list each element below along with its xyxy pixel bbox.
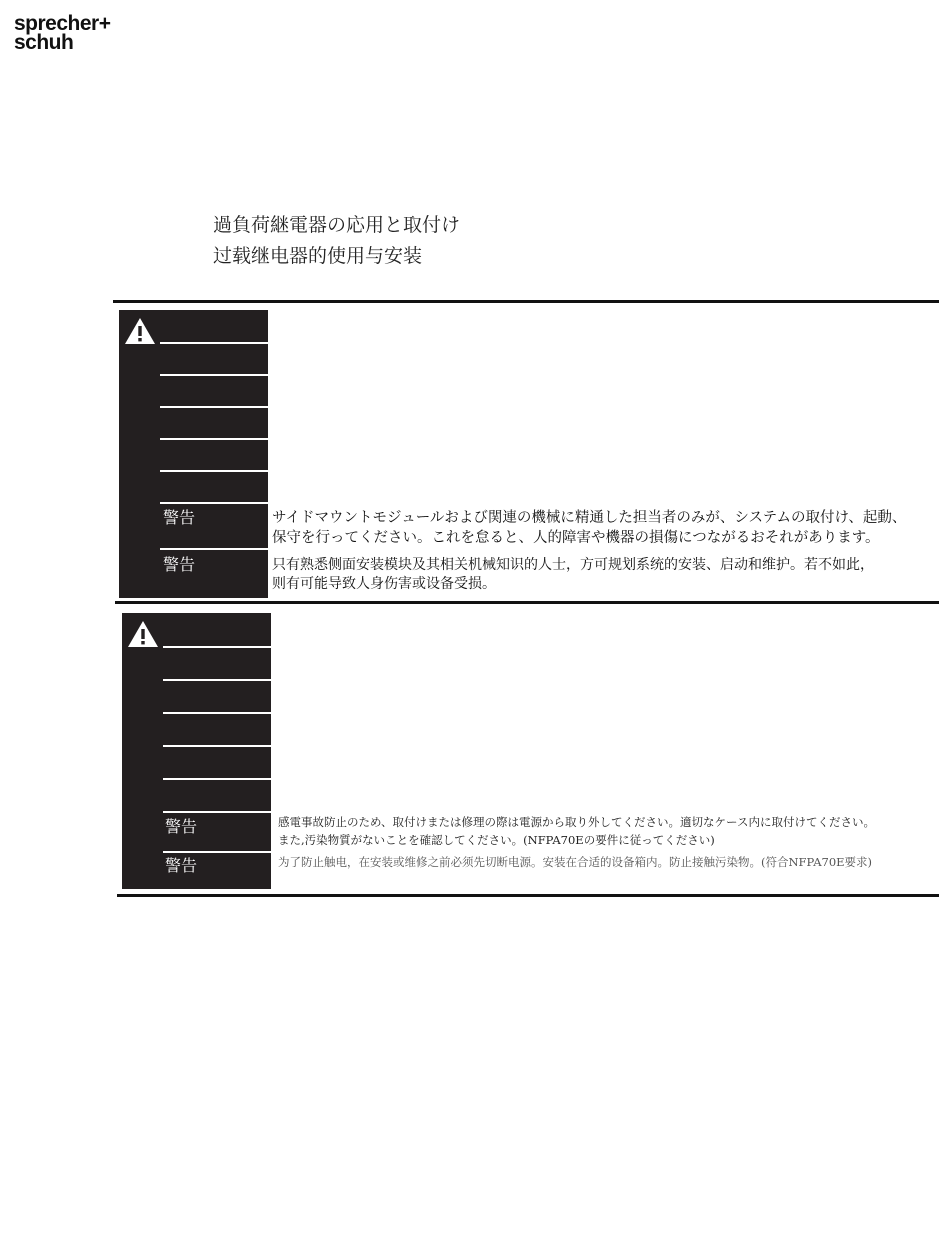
warning-text-zh-line1: 只有熟悉侧面安装模块及其相关机械知识的人士，方可规划系统的安装、启动和维护。若不如此， <box>272 557 874 573</box>
warning-triangle-icon <box>126 619 160 649</box>
page-title-ja: 過負荷継電器の応用と取付け <box>213 214 461 236</box>
divider-bottom <box>117 894 939 897</box>
panel-divider <box>163 679 271 681</box>
panel-divider <box>160 374 268 376</box>
page-title-zh: 过载继电器的使用与安装 <box>213 245 423 267</box>
warning-text-ja-line1: 感電事故防止のため、取付けまたは修理の際は電源から取り外してください。適切なケース内に取付けてください。 <box>278 815 875 829</box>
brand-logo-line1: sprecher+ <box>14 12 111 35</box>
warning-label-zh: 警告 <box>165 856 198 875</box>
panel-divider <box>163 851 271 853</box>
panel-divider <box>163 646 271 648</box>
warning-panel-1 <box>119 310 268 598</box>
warning-text-zh-line1: 为了防止触电，在安装或维修之前必须先切断电源。安装在合适的设备箱内。防止接触污染物。(符合NFPA70E要求) <box>278 855 873 869</box>
panel-divider <box>160 438 268 440</box>
warning-panel-2 <box>122 613 271 889</box>
warning-triangle-icon <box>123 316 157 346</box>
panel-divider <box>160 342 268 344</box>
panel-divider <box>160 548 268 550</box>
warning-text-zh-line2: 则有可能导致人身伤害或设备受损。 <box>272 576 496 592</box>
warning-text-ja-line2: 保守を行ってください。これを怠ると、人的障害や機器の損傷につながるおそれがあります。 <box>272 530 880 546</box>
title-block <box>213 213 460 269</box>
panel-divider <box>160 502 268 504</box>
panel-divider <box>160 470 268 472</box>
divider-top <box>113 300 939 303</box>
brand-logo-line2: schuh <box>14 31 74 54</box>
panel-divider <box>160 406 268 408</box>
brand-logo <box>14 14 110 52</box>
warning-text-ja-line1: サイドマウントモジュールおよび関連の機械に精通した担当者のみが、システムの取付け、起動、 <box>272 510 907 526</box>
panel-divider <box>163 811 271 813</box>
panel-divider <box>163 778 271 780</box>
warning-label-ja: 警告 <box>165 817 198 836</box>
warning-label-zh: 警告 <box>163 555 196 574</box>
panel-divider <box>163 712 271 714</box>
panel-divider <box>163 745 271 747</box>
divider-middle <box>115 601 939 604</box>
warning-text-ja-line2: また,汚染物質がないことを確認してください。(NFPA70Eの要件に従ってください) <box>278 833 715 847</box>
warning-label-ja: 警告 <box>163 508 196 527</box>
